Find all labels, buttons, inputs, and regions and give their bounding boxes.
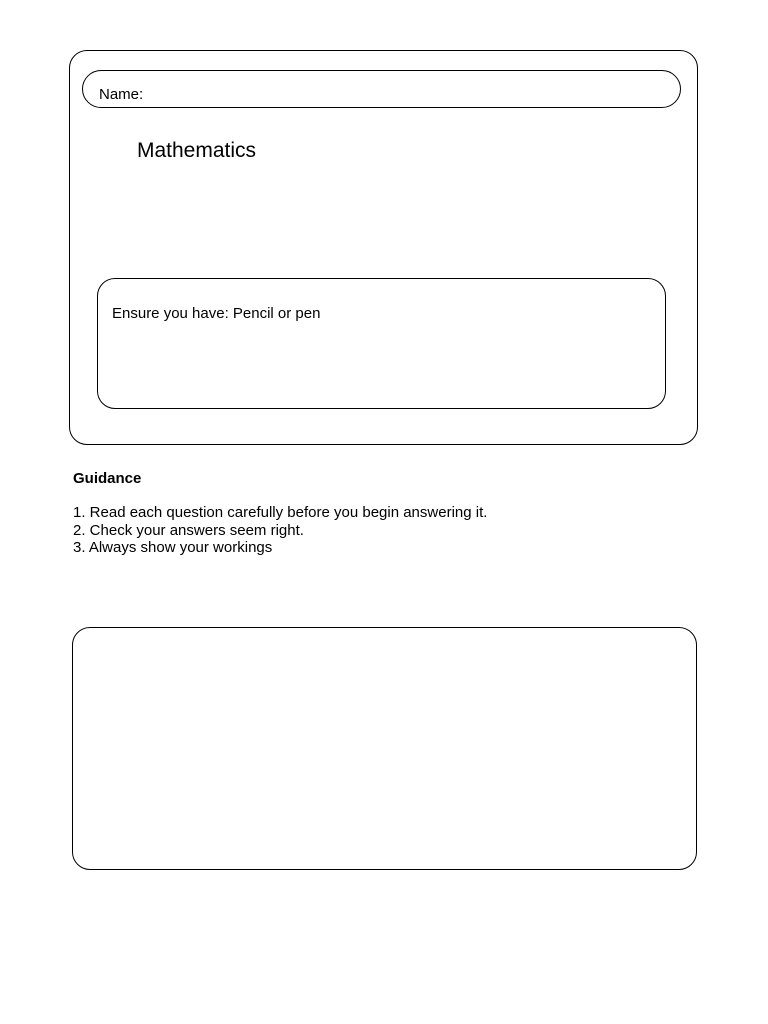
subject-title: Mathematics: [137, 139, 257, 162]
guidance-list: [73, 504, 487, 557]
guidance-item: 1. Read each question carefully before you begin answering it.: [73, 504, 488, 521]
answer-box[interactable]: [72, 627, 697, 870]
guidance-item: 3. Always show your workings: [73, 539, 273, 556]
name-field[interactable]: [82, 70, 681, 108]
guidance-item: 2. Check your answers seem right.: [73, 521, 304, 539]
equipment-text: Ensure you have: Pencil or pen: [112, 305, 321, 322]
name-label: Name:: [99, 86, 144, 103]
guidance-heading: Guidance: [73, 470, 142, 487]
equipment-box: [97, 278, 666, 409]
